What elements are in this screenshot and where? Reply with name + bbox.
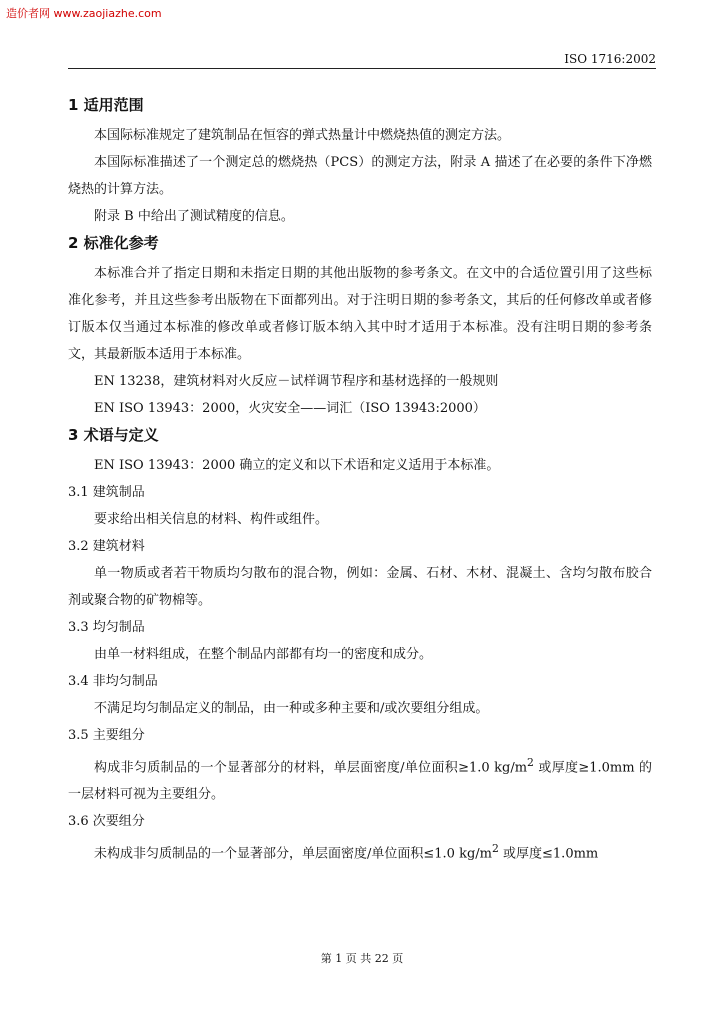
paragraph: 附录 B 中给出了测试精度的信息。: [94, 209, 294, 224]
term-heading: 3.4 非均匀制品: [68, 674, 158, 689]
document-body: [68, 94, 652, 868]
term-definition: 由单一材料组成，在整个制品内部都有均一的密度和成分。: [94, 647, 433, 662]
section-heading-scope: 1 适用范围: [68, 96, 144, 114]
term-definition: [68, 835, 652, 867]
term-heading: 3.5 主要组分: [68, 728, 145, 743]
term-heading: 3.3 均匀制品: [68, 620, 145, 635]
standard-code: ISO 1716:2002: [564, 52, 656, 66]
paragraph: 本标准合并了指定日期和未指定日期的其他出版物的参考条文。在文中的合适位置引用了这些标准化参考，并且这些参考出版物在下面都列出。对于注明日期的参考条文，其后的任何修改单或者修订版本仅当通过本标准的修改单或者修订版本纳入其中时才适用于本标准。没有注明日期的参考条文，其最新版本适用于本标准。: [68, 266, 652, 362]
term-definition: [68, 749, 652, 808]
page-number: 第 1 页 共 22 页: [320, 952, 404, 965]
definition-text: 未构成非匀质制品的一个显著部分，单层面密度/单位面积≤1.0 kg/m: [94, 846, 492, 862]
term-heading: 3.1 建筑制品: [68, 485, 145, 500]
superscript: 2: [492, 842, 499, 856]
superscript: 2: [527, 756, 534, 769]
definition-text: 或厚度≥1.0mm 的一层材料可视为主要组分。: [68, 760, 652, 803]
paragraph: 本国际标准描述了一个测定总的燃烧热（PCS）的测定方法，附录 A 描述了在必要的条件下净燃烧热的计算方法。: [68, 155, 652, 197]
section-heading-normative-references: 2 标准化参考: [68, 234, 159, 252]
definition-text: 或厚度≤1.0mm: [498, 846, 599, 862]
term-definition: 单一物质或者若干物质均匀散布的混合物，例如：金属、石材、木材、混凝土、含均匀散布胶合剂或聚合物的矿物棉等。: [68, 566, 652, 608]
header-divider: [68, 68, 656, 69]
paragraph: EN ISO 13943：2000 确立的定义和以下术语和定义适用于本标准。: [94, 458, 500, 473]
reference-item: EN 13238，建筑材料对火反应－试样调节程序和基材选择的一般规则: [94, 374, 499, 389]
term-heading: 3.2 建筑材料: [68, 539, 145, 554]
reference-item: EN ISO 13943：2000，火灾安全——词汇（ISO 13943:2000）: [94, 401, 486, 416]
term-definition: 不满足均匀制品定义的制品，由一种或多种主要和/或次要组分组成。: [94, 701, 489, 716]
section-heading-terms: 3 术语与定义: [68, 426, 159, 444]
site-watermark: 造价者网 www.zaojiazhe.com: [6, 7, 162, 20]
term-heading: 3.6 次要组分: [68, 814, 145, 830]
term-definition: 要求给出相关信息的材料、构件或组件。: [94, 512, 329, 527]
paragraph: 本国际标准规定了建筑制品在恒容的弹式热量计中燃烧热值的测定方法。: [94, 128, 511, 143]
definition-text: 构成非匀质制品的一个显著部分的材料，单层面密度/单位面积≥1.0 kg/m: [94, 760, 528, 776]
